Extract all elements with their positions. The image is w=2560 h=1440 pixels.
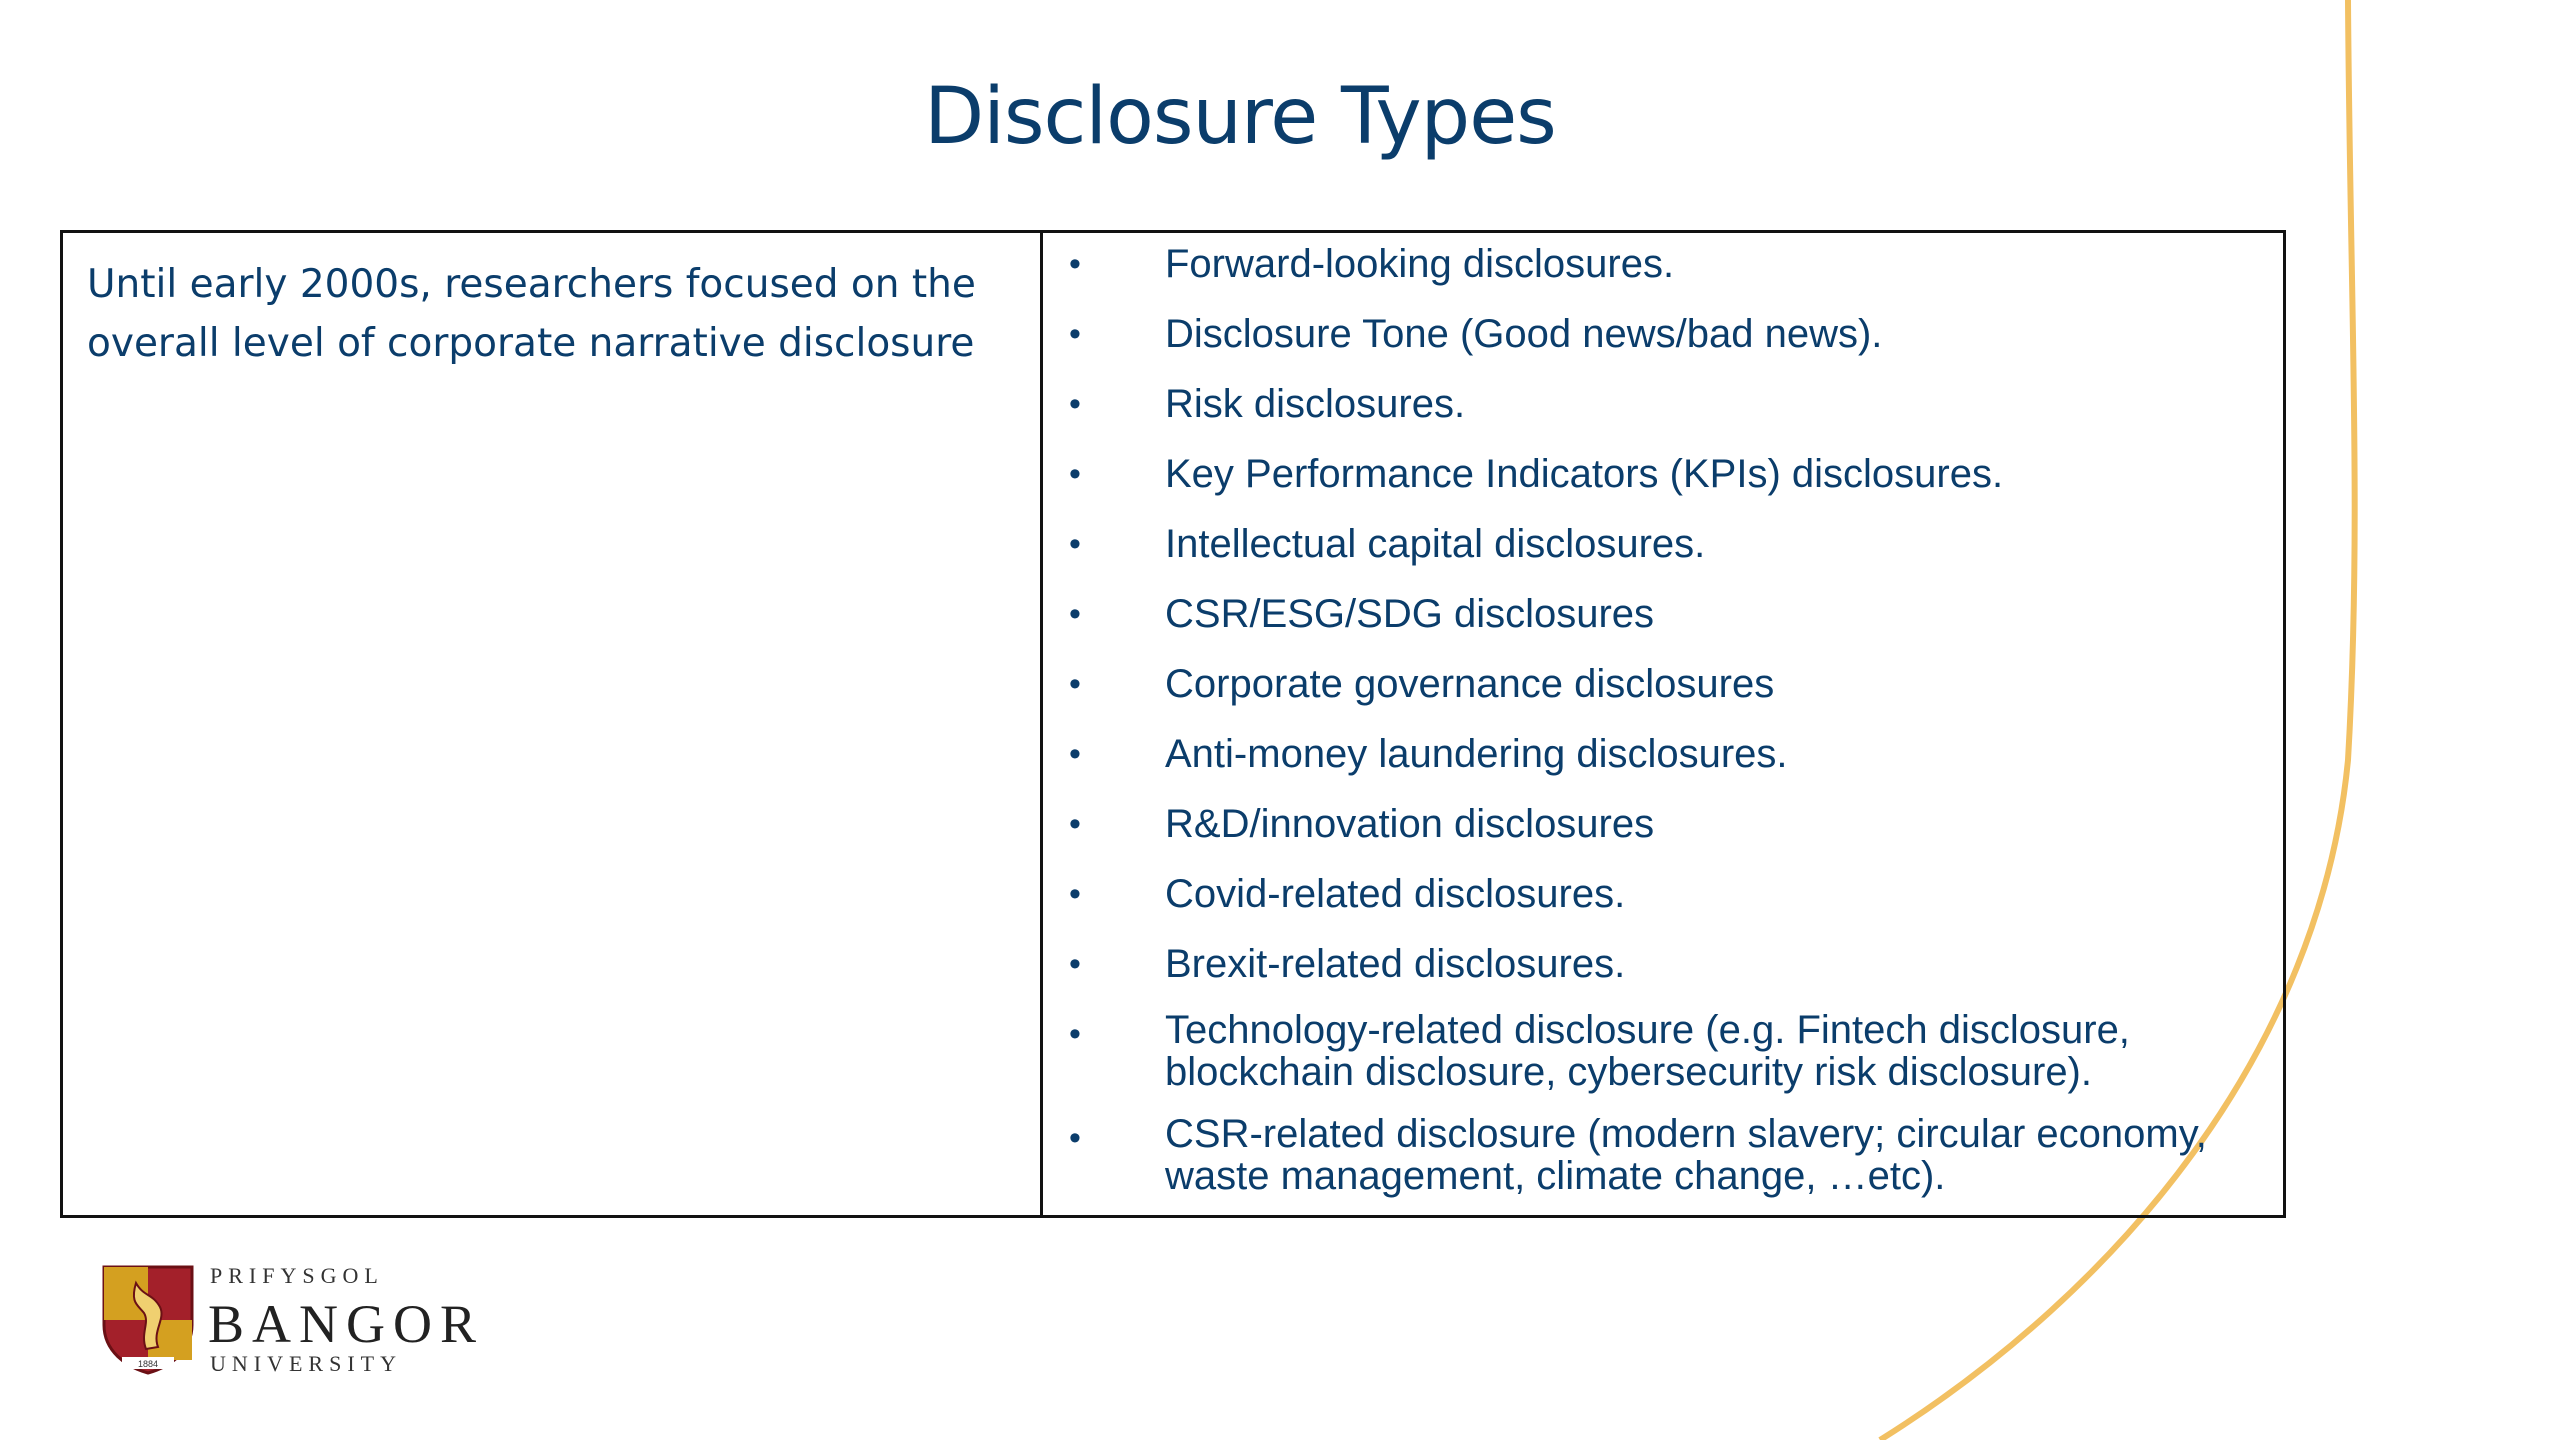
bullet-icon: • xyxy=(1069,385,1081,423)
bullet-icon: • xyxy=(1069,595,1081,633)
disclosure-list-item xyxy=(1043,799,2283,849)
bullet-icon: • xyxy=(1069,805,1081,843)
bullet-icon: • xyxy=(1069,1015,1081,1053)
disclosure-item-text: Brexit-related disclosures. xyxy=(1165,942,1626,986)
disclosure-list-item xyxy=(1043,449,2283,499)
bullet-icon: • xyxy=(1069,665,1081,703)
disclosure-item-text: Covid-related disclosures. xyxy=(1165,872,1626,916)
disclosure-list-item xyxy=(1043,869,2283,919)
disclosure-list-item xyxy=(1043,379,2283,429)
bangor-logo xyxy=(100,1263,500,1383)
bullet-icon: • xyxy=(1069,455,1081,493)
disclosure-item-text: Anti-money laundering disclosures. xyxy=(1165,732,1788,776)
table-right-cell xyxy=(1043,233,2283,1215)
disclosure-list xyxy=(1043,239,2283,1197)
disclosure-item-text: Disclosure Tone (Good news/bad news). xyxy=(1165,312,1883,356)
left-cell-text: Until early 2000s, researchers focused on the overall level of corporate narrative disclosure xyxy=(87,262,976,366)
disclosure-list-item xyxy=(1043,1009,2283,1093)
table-left-cell xyxy=(63,233,1043,1215)
disclosure-item-text: CSR-related disclosure (modern slavery; circular economy, waste management, climate change, …etc). xyxy=(1165,1112,2207,1198)
disclosure-list-item xyxy=(1043,939,2283,989)
disclosure-list-item xyxy=(1043,1113,2283,1197)
content-table xyxy=(60,230,2286,1218)
bullet-icon: • xyxy=(1069,945,1081,983)
disclosure-item-text: Corporate governance disclosures xyxy=(1165,662,1775,706)
logo-main-text: BANGOR xyxy=(208,1294,485,1354)
bullet-icon: • xyxy=(1069,525,1081,563)
disclosure-item-text: Risk disclosures. xyxy=(1165,382,1466,426)
bullet-icon: • xyxy=(1069,875,1081,913)
disclosure-list-item xyxy=(1043,519,2283,569)
disclosure-list-item xyxy=(1043,659,2283,709)
bullet-icon: • xyxy=(1069,245,1081,283)
bullet-icon: • xyxy=(1069,315,1081,353)
bullet-icon: • xyxy=(1069,1119,1081,1157)
disclosure-item-text: R&D/innovation disclosures xyxy=(1165,802,1655,846)
disclosure-list-item xyxy=(1043,589,2283,639)
crest-icon xyxy=(100,1263,196,1377)
disclosure-item-text: Intellectual capital disclosures. xyxy=(1165,522,1706,566)
disclosure-item-text: Key Performance Indicators (KPIs) disclosures. xyxy=(1165,452,2004,496)
disclosure-item-text: Technology-related disclosure (e.g. Fintech disclosure, blockchain disclosure, cybersecurity risk disclosure). xyxy=(1165,1008,2130,1094)
crest-year: 1884 xyxy=(137,1359,159,1369)
bullet-icon: • xyxy=(1069,735,1081,773)
logo-top-text: PRIFYSGOL xyxy=(210,1263,384,1288)
disclosure-item-text: CSR/ESG/SDG disclosures xyxy=(1165,592,1655,636)
disclosure-list-item xyxy=(1043,729,2283,779)
logo-bottom-text: UNIVERSITY xyxy=(210,1351,402,1376)
disclosure-list-item xyxy=(1043,309,2283,359)
disclosure-item-text: Forward-looking disclosures. xyxy=(1165,242,1675,286)
disclosure-list-item xyxy=(1043,239,2283,289)
slide-title: Disclosure Types xyxy=(924,72,1556,162)
